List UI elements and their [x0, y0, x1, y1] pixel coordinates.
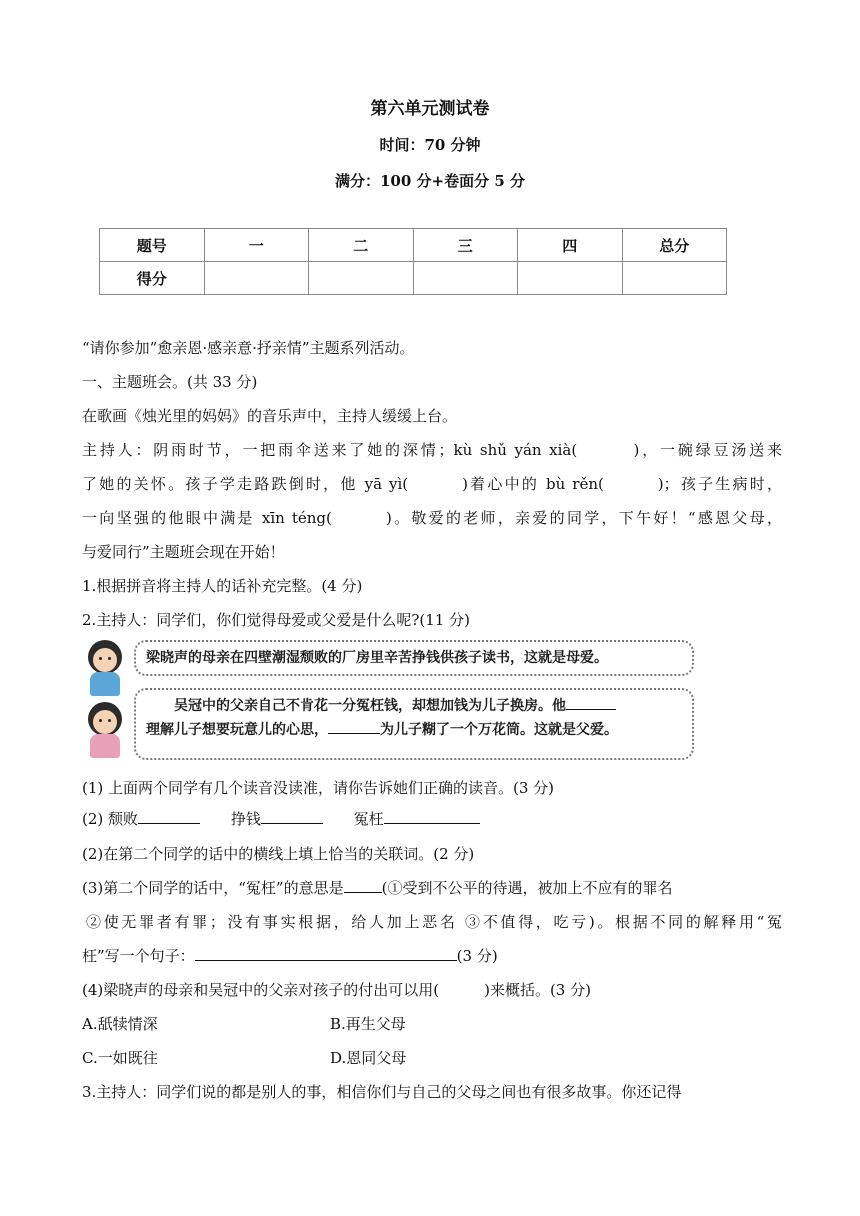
question-text: (3)第二个同学的话中，“冤枉”的意思是 [82, 879, 344, 897]
speech-bubble-mother [134, 640, 694, 676]
score-cell [204, 262, 309, 295]
bubble-text: 梁晓声的母亲在四壁潮湿颓败的厂房里辛苦挣钱供孩子读书，这就是母爱。 [146, 650, 608, 666]
answer-blank[interactable] [566, 695, 616, 710]
score-table [99, 228, 727, 295]
question-2-4: (4)梁晓声的母亲和吴冠中的父亲对孩子的付出可以用( )来概括。(3 分) [82, 981, 591, 999]
score-header-cell: 一 [204, 229, 309, 262]
answer-blank[interactable] [138, 809, 200, 824]
answer-blank[interactable] [195, 946, 457, 961]
question-1: 1.根据拼音将主持人的话补充完整。(4 分) [82, 577, 363, 595]
answer-blank[interactable] [261, 809, 323, 824]
question-text: (①受到不公平的待遇，被加上不应有的罪名 [381, 879, 673, 897]
host-line: 一向坚强的他眼中满是 xīn téng( )。敬爱的老师，亲爱的同学，下午好！“感恩父母， [82, 509, 782, 527]
score-cell [518, 262, 623, 295]
bubble-text: 吴冠中的父亲自己不肯花一分冤枉钱，却想加钱为儿子换房。他 [174, 698, 566, 714]
exam-full-score: 满分：100 分+卷面分 5 分 [335, 172, 525, 190]
question-2-1: (1) 上面两个同学有几个读音没读准，请你告诉她们正确的读音。(3 分) [82, 779, 555, 797]
score-table-score-row [100, 262, 727, 295]
answer-blank[interactable] [344, 878, 382, 893]
intro-line: “请你参加”愈亲恩·感亲意·抒亲情”主题系列活动。 [82, 339, 415, 357]
score-header-cell: 二 [309, 229, 414, 262]
exam-time: 时间：70 分钟 [379, 136, 481, 154]
option-b[interactable]: B.再生父母 [330, 1015, 406, 1033]
question-2-2: (2)在第二个同学的话中的横线上填上恰当的关联词。(2 分) [82, 845, 475, 863]
score-cell [622, 262, 727, 295]
host-line: 主持人：阴雨时节，一把雨伞送来了她的深情；kù shǔ yán xià( )，一碗绿豆汤送来 [82, 441, 782, 459]
option-c[interactable]: C.一如既往 [82, 1049, 158, 1067]
option-d[interactable]: D.恩同父母 [330, 1049, 407, 1067]
question-3: 3.主持人：同学们说的都是别人的事，相信你们与自己的父母之间也有很多故事。你还记得 [82, 1083, 682, 1101]
score-cell [309, 262, 414, 295]
dialogue-illustration [82, 632, 694, 764]
score-header-cell: 三 [413, 229, 518, 262]
score-header-cell: 总分 [622, 229, 727, 262]
question-2: 2.主持人：同学们，你们觉得母爱或父爱是什么呢?(11 分) [82, 611, 470, 629]
host-line: 了她的关怀。孩子学走路跌倒时，他 yā yì( )着心中的 bù rěn( )；孩子生病时， [82, 475, 782, 493]
score-header-cell: 题号 [100, 229, 205, 262]
option-a[interactable]: A.舐犊情深 [82, 1015, 158, 1033]
score-table-header-row [100, 229, 727, 262]
paragraph: 在歌画《烛光里的妈妈》的音乐声中，主持人缓缓上台。 [82, 407, 458, 425]
question-text: (3 分) [456, 947, 498, 965]
word-label: (2) 颓败 [82, 810, 139, 828]
word-label: 冤枉 [353, 810, 384, 828]
pinyin-words [82, 808, 782, 830]
question-2-3 [82, 877, 782, 899]
girl-avatar [84, 640, 128, 696]
question-2-3-line: ②使无罪者有罪；没有事实根据，给人加上恶名 ③不值得，吃亏)。根据不同的解释用“冤 [86, 913, 782, 931]
answer-blank[interactable] [328, 719, 380, 734]
bubble-text: 理解儿子想要玩意儿的心思， [146, 722, 328, 738]
question-text: 枉”写一个句子： [82, 947, 195, 965]
score-row-label: 得分 [100, 262, 205, 295]
section-heading: 一、主题班会。(共 33 分) [82, 373, 258, 391]
score-header-cell: 四 [518, 229, 623, 262]
page-title: 第六单元测试卷 [370, 99, 490, 119]
bubble-text: 为儿子糊了一个万花筒。这就是父爱。 [380, 722, 618, 738]
answer-blank[interactable] [384, 809, 480, 824]
word-label: 挣钱 [230, 810, 261, 828]
girl-avatar [84, 702, 128, 758]
speech-bubble-father [134, 688, 694, 760]
question-2-3-line [82, 945, 782, 967]
score-cell [413, 262, 518, 295]
host-line: 与爱同行”主题班会现在开始！ [82, 543, 285, 561]
